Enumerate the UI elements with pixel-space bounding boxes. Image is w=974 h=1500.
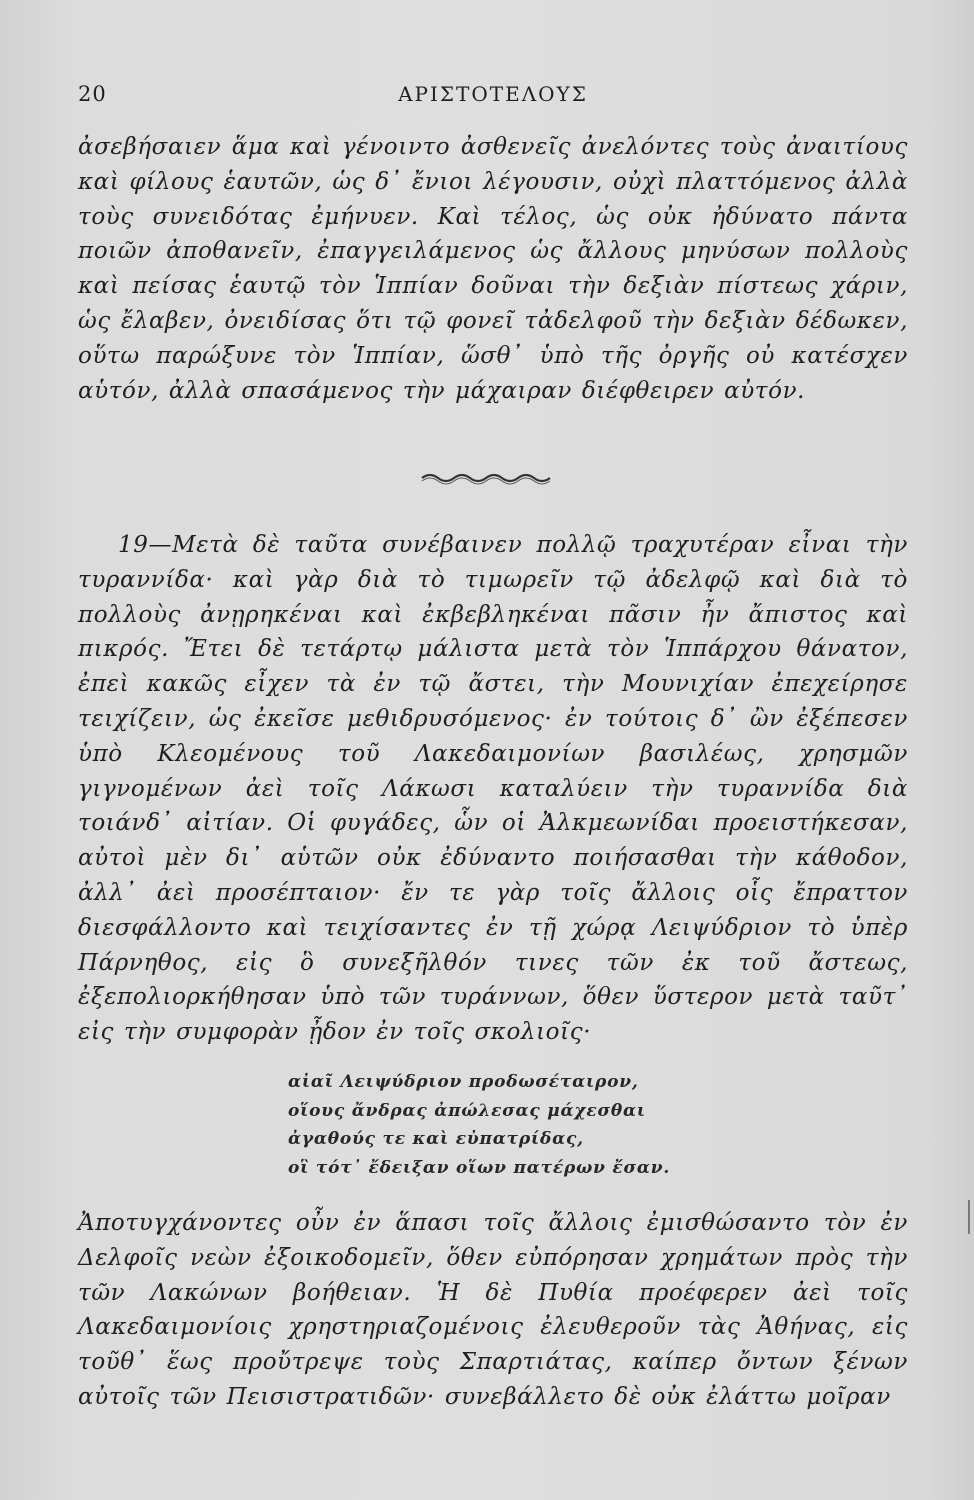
poem-line: ἀγαθούς τε καὶ εὐπατρίδας, [288, 1129, 584, 1149]
paragraph-3: Ἀποτυγχάνοντες οὖν ἐν ἅπασι τοῖς ἄλλοις ἐμισθώσαντο τὸν ἐν Δελφοῖς νεὼν ἐξοικοδομεῖν, ὅθεν εὐπόρησαν χρημάτων πρὸς τὴν τῶν Λακώνων βοήθειαν. Ἡ δὲ Πυθία προέφερεν ἀεὶ τοῖς Λακεδαιμονίοις χρηστηριαζομένοις ἐλευθεροῦν τὰς Ἀθήνας, εἰς τοῦθ᾽ ἕως προὔτρεψε τοὺς Σπαρτιάτας, καίπερ ὄντων ξένων αὐτοῖς τῶν Πεισιστρατιδῶν· συνεβάλλετο δὲ οὐκ ἐλάττω μοῖραν [78, 1210, 908, 1410]
running-title: ΑΡΙΣΤΟΤΕΛΟΥΣ [398, 82, 588, 106]
poem-line: οἵους ἄνδρας ἀπώλεσας μάχεσθαι [288, 1100, 646, 1121]
poem-skolion [288, 1068, 848, 1182]
page-header [78, 82, 908, 112]
paragraph-1: ἀσεβήσαιεν ἅμα καὶ γένοιντο ἀσθενεῖς ἀνελόντες τοὺς ἀναιτίους καὶ φίλους ἑαυτῶν, ὡς δ᾽ ἔνιοι λέγουσιν, οὐχὶ πλαττόμενος ἀλλὰ τοὺς συνειδότας ἐμήνυεν. Καὶ τέλος, ὡς οὐκ ἠδύνατο πάντα ποιῶν ἀποθανεῖν, ἐπαγγειλάμενος ὡς ἄλλους μηνύσων πολλοὺς καὶ πείσας ἑαυτῷ τὸν Ἱππίαν δοῦναι τὴν δεξιὰν πίστεως χάριν, ὡς ἔλαβεν, ὀνειδίσας ὅτι τῷ φονεῖ τἀδελφοῦ τὴν δεξιὰν δέδωκεν, οὕτω παρώξυνε τὸν Ἱππίαν, ὥσθ᾽ ὑπὸ τῆς ὀργῆς οὐ κατέσχεν αὑτόν, ἀλλὰ σπασάμενος τὴν μάχαιραν διέφθειρεν αὐτόν. [78, 134, 908, 404]
wavy-ornament [420, 470, 554, 486]
paragraph-2: 19—Μετὰ δὲ ταῦτα συνέβαινεν πολλῷ τραχυτέραν εἶναι τὴν τυραννίδα· καὶ γὰρ διὰ τὸ τιμωρεῖν τῷ ἀδελφῷ καὶ διὰ τὸ πολλοὺς ἀνῃρηκέναι καὶ ἐκβεβληκέναι πᾶσιν ἦν ἄπιστος καὶ πικρός. Ἔτει δὲ τετάρτῳ μάλιστα μετὰ τὸν Ἱππάρχου θάνατον, ἐπεὶ κακῶς εἶχεν τὰ ἐν τῷ ἄστει, τὴν Μουνιχίαν ἐπεχείρησε τειχίζειν, ὡς ἐκεῖσε μεθιδρυσόμενος· ἐν τούτοις δ᾽ ὢν ἐξέπεσεν ὑπὸ Κλεομένους τοῦ Λακεδαιμονίων βασιλέως, χρησμῶν γιγνομένων ἀεὶ τοῖς Λάκωσι καταλύειν τὴν τυραννίδα διὰ τοιάνδ᾽ αἰτίαν. Οἱ φυγάδες, ὧν οἱ Ἀλκμεωνίδαι προειστήκεσαν, αὐτοὶ μὲν δι᾽ αὑτῶν οὐκ ἐδύναντο ποιήσασθαι τὴν κάθοδον, ἀλλ᾽ ἀεὶ προσέπταιον· ἔν τε γὰρ τοῖς ἄλλοις οἷς ἔπραττον διεσφάλλοντο καὶ τειχίσαντες ἐν τῇ χώρᾳ Λειψύδριον τὸ ὑπὲρ Πάρνηθος, εἰς ὃ συνεξῆλθόν τινες τῶν ἐκ τοῦ ἄστεως, ἐξεπολιορκήθησαν ὑπὸ τῶν τυράννων, ὅθεν ὕστερον μετὰ ταῦτ᾽ εἰς τὴν συμφορὰν ᾖδον ἐν τοῖς σκολιοῖς· [78, 532, 908, 1046]
poem-line: οἳ τότ᾽ ἔδειξαν οἵων πατέρων ἔσαν. [288, 1157, 671, 1178]
poem-line: αἰαῖ Λειψύδριον προδωσέταιρον, [288, 1072, 639, 1092]
page-edge-mark [968, 1200, 970, 1234]
page-number: 20 [78, 82, 107, 106]
